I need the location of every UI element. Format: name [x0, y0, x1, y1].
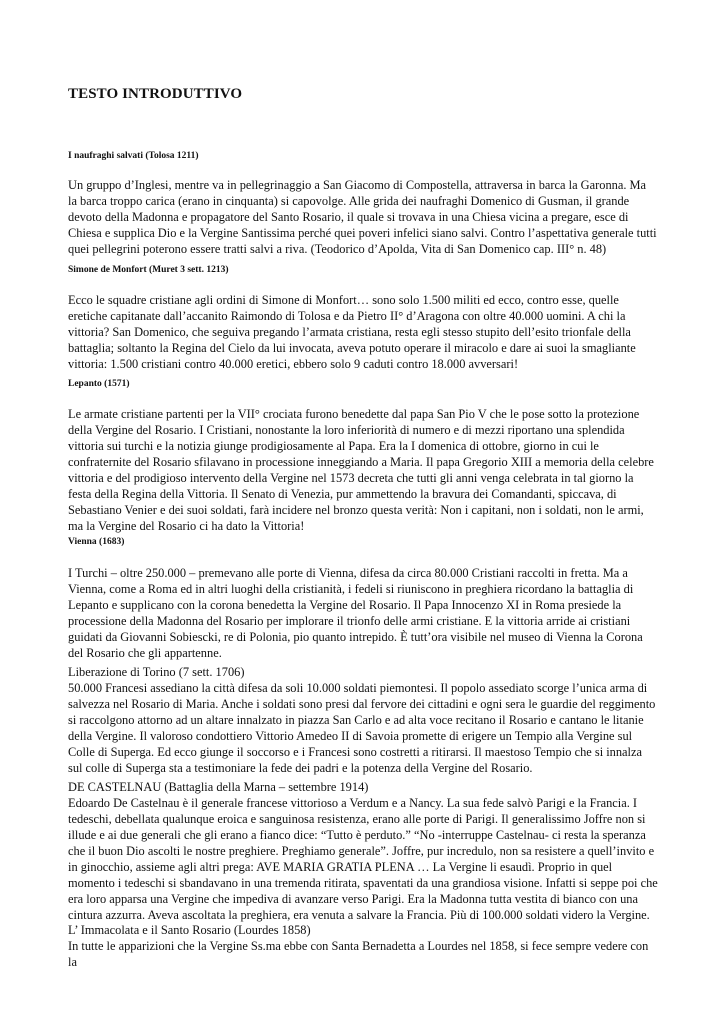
page-title: TESTO INTRODUTTIVO	[68, 86, 243, 102]
block-text: 50.000 Francesi assediano la città difesa da soli 10.000 soldati piemontesi. Il popolo assediato scorge l’unica arma di salvezza nel Rosario di Maria. Anche i soldati sono presi dal fervore dei cittadini e ogni sera le guardie del reggimento si raccolgono attorno ad un altare innalzato in piazza San Carlo e ad alta voce recitano il Rosario e cantano le litanie della Vergine. Il valoroso condottiero Vittorio Amedeo II di Savoia promette di erigere un Tempio alla Vergine sul Colle di Superga. Ed ecco giunge il soccorso e i Francesi sono costretti a ritirarsi. Il maestoso Tempio che si innalza sul colle di Superga sta a testimoniare la fede dei padri e la potenza della Vergine del Rosario.	[68, 681, 656, 775]
block-title: Liberazione di Torino (7 sett. 1706)	[68, 665, 245, 679]
block-title: DE CASTELNAU (Battaglia della Marna – settembre 1914)	[68, 780, 369, 794]
section-text-naufraghi	[68, 177, 658, 257]
section-heading-monfort: Simone de Monfort (Muret 3 sett. 1213)	[68, 265, 229, 275]
block-text: Edoardo De Castelnau è il generale francese vittorioso a Verdum e a Nancy. La sua fede salvò Parigi e la Francia. I tedeschi, debellata qualunque eroica e sanguinosa resistenza, erano alle porte di Parigi. Il generalissimo Joffre non si illude e ai due generali che gli erano a fianco dice: “Tutto è perduto.” “No -interruppe Castelnau- ci resta la speranza che il buon Dio ascolti le nostre preghiere. Preghiamo generale”. Joffre, pur incredulo, non sa resistere a quell’invito e in ginocchio, assieme agli altri prega: AVE MARIA GRATIA PLENA … La Vergine li esaudì. Proprio in quel momento i tedeschi si sbandavano in una tremenda ritirata, spaventati da una grandiosa visione. Infatti si seppe poi che era loro apparsa una Vergine che impediva di avanzare verso Parigi. Era la Madonna tutta vestita di bianco con una cintura azzurra. Aveva ascoltata la preghiera, era venuta a salvare la Francia. Più di 100.000 soldati videro la Vergine.	[68, 796, 658, 922]
section-heading-vienna: Vienna (1683)	[68, 537, 125, 547]
section-heading-lepanto: Lepanto (1571)	[68, 379, 130, 389]
paragraph: I Turchi – oltre 250.000 – premevano alle porte di Vienna, difesa da circa 80.000 Cristiani raccolti in fretta. Ma a Vienna, come a Roma ed in altri luoghi della cristianità, i fedeli si riuniscono in preghiera ricordano la battaglia di Lepanto e supplicano con la corona benedetta la Vergine del Rosario. Il Papa Innocenzo XI in Roma presiede la processione della Madonna del Rosario per implorare il trionfo delle armi cristiane. E la vittoria arride ai cristiani guidati da Giovanni Sobiescki, re di Polonia, pio quanto intrepido. È tutt’ora visibile nel museo di Vienna la Corona del Rosario che gli appartenne.	[68, 566, 643, 660]
block-castelnau	[68, 779, 658, 923]
block-text: In tutte le apparizioni che la Vergine Ss.ma ebbe con Santa Bernadetta a Lourdes nel 1858, si fece sempre vedere con la	[68, 939, 649, 969]
section-text-monfort	[68, 292, 658, 372]
paragraph: Le armate cristiane partenti per la VII° crociata furono benedette dal papa San Pio V che le pose sotto la protezione della Vergine del Rosario. I Cristiani, nonostante la loro inferiorità di numero e di mezzi riportano una splendida vittoria sui turchi e la notizia giunge prodigiosamente al Papa. Era la I domenica di ottobre, giorno in cui le confraternite del Rosario sfilavano in processione inneggiando a Maria. Il papa Gregorio XIII a memoria della celebre vittoria e del prodigioso intervento della Vergine nel 1573 decreta che tutti gli anni venga celebrata in tal giorno la festa della Regina della Vittoria. Il Senato di Venezia, pur ammettendo la bravura dei Comandanti, spiccava, di Sebastiano Venier e dei suoi soldati, farà incidere nel bronzo questa verità: Non i capitani, non i soldati, non le armi, ma la Vergine del Rosario ci ha dato la Vittoria!	[68, 407, 654, 533]
section-heading-naufraghi: I naufraghi salvati (Tolosa 1211)	[68, 151, 199, 161]
section-text-lepanto	[68, 406, 658, 534]
block-torino	[68, 664, 658, 776]
paragraph: Ecco le squadre cristiane agli ordini di Simone di Monfort… sono solo 1.500 militi ed ecco, contro esse, quelle eretiche capitanate dall’accanito Raimondo di Tolosa e da Pietro II° d’Aragona con oltre 40.000 uomini. A chi la vittoria? San Domenico, che seguiva pregando l’armata cristiana, resta egli stesso stupito dell’esito trionfale della battaglia; soltanto la Regina del Cielo da lui invocata, aveva potuto operare il miracolo e dare ai suoi la smagliante vittoria: 1.500 cristiani contro 40.000 eretici, ebbero solo 9 caduti contro 18.000 avversari!	[68, 293, 636, 371]
paragraph: Un gruppo d’Inglesi, mentre va in pellegrinaggio a San Giacomo di Compostella, attraversa in barca la Garonna. Ma la barca troppo carica (erano in cinquanta) si capovolge. Alle grida dei naufraghi Domenico di Gusman, il grande devoto della Madonna e propagatore del Santo Rosario, il quale si trovava in una Chiesa vicina a pregare, esce di Chiesa e supplica Dio e la Vergine Santissima perché quei poveri infelici siano salvi. Contro l’aspettativa generale tutti quei pellegrini poterono essere tratti salvi a riva. (Teodorico d’Apolda, Vita di San Domenico cap. III° n. 48)	[68, 178, 657, 256]
block-lourdes	[68, 922, 658, 970]
block-title: L’ Immacolata e il Santo Rosario (Lourdes 1858)	[68, 923, 311, 937]
section-text-vienna	[68, 565, 658, 661]
